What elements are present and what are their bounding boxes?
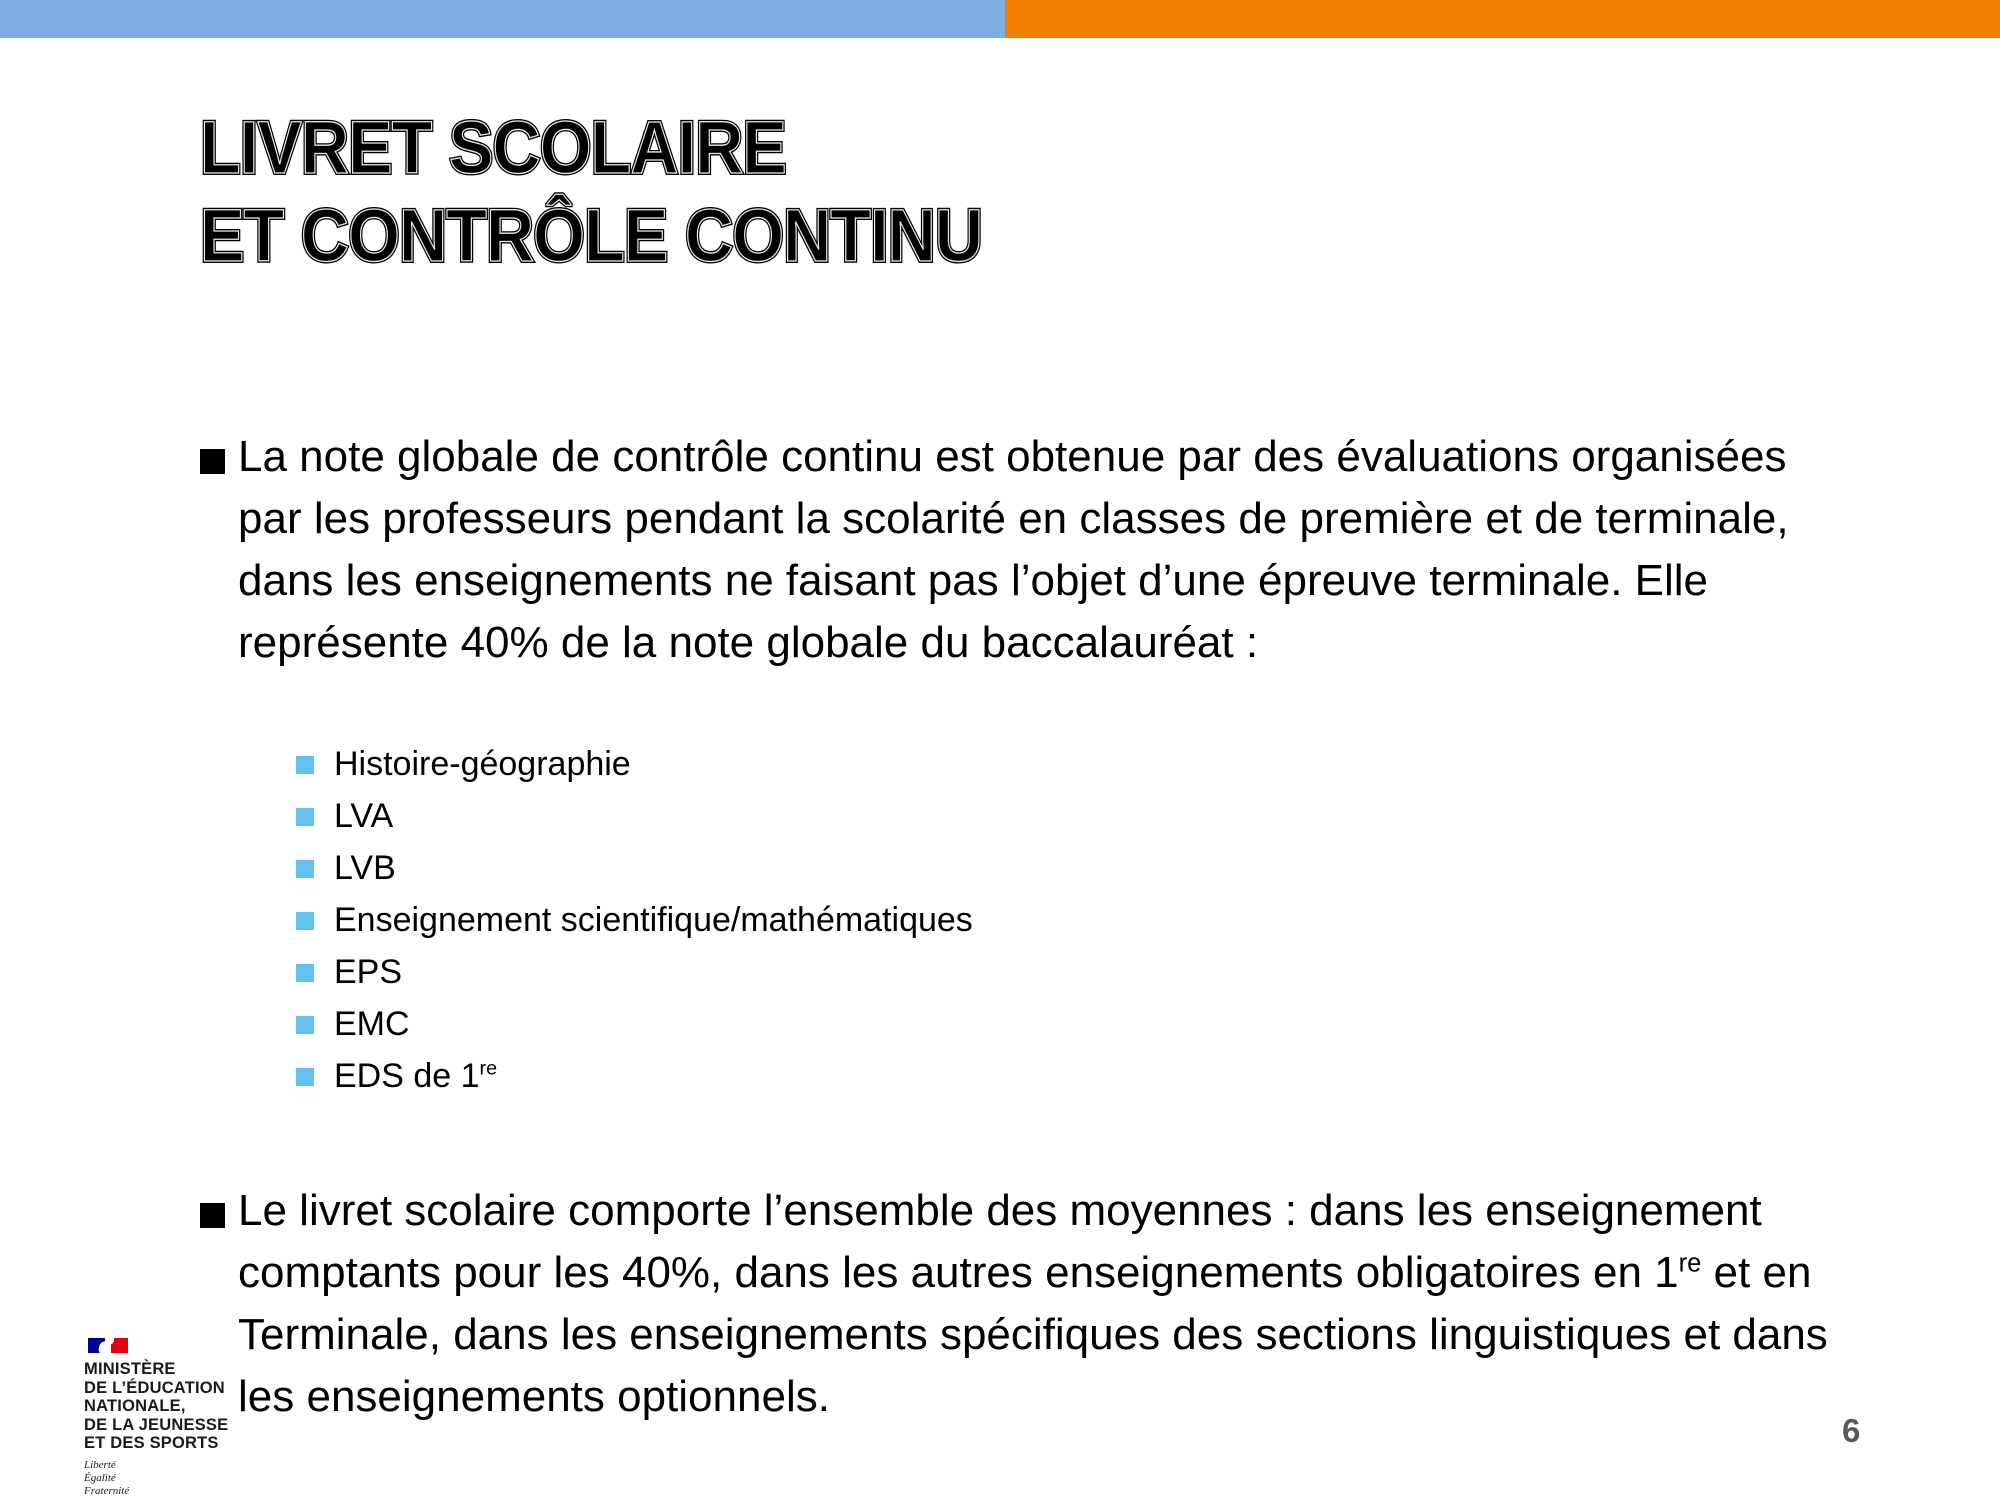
superscript-re: re xyxy=(479,1057,498,1080)
list-item-label: Enseignement scientifique/mathématiques xyxy=(334,901,973,939)
list-item-enseignement-scientifique xyxy=(296,894,973,946)
blue-square-bullet-icon xyxy=(296,860,314,878)
list-item-lvb xyxy=(296,842,973,894)
superscript-re: re xyxy=(1678,1249,1702,1278)
blue-square-bullet-icon xyxy=(296,1016,314,1034)
blue-square-bullet-icon xyxy=(296,964,314,982)
top-bar-orange-segment xyxy=(1005,0,2000,38)
french-flag-icon xyxy=(88,1338,130,1353)
republic-motto: Liberté Égalité Fraternité xyxy=(84,1458,130,1497)
black-square-bullet-icon xyxy=(200,449,225,474)
bullet-livret-scolaire xyxy=(200,1180,1880,1428)
top-bar-blue-segment xyxy=(0,0,1005,38)
bullet-note-globale xyxy=(200,426,1880,674)
black-square-bullet-icon xyxy=(200,1203,225,1228)
list-item-histoire-geographie xyxy=(296,738,973,790)
list-item-emc xyxy=(296,998,973,1050)
page-number: 6 xyxy=(1842,1412,1861,1449)
list-item-label: EDS de 1re xyxy=(334,1057,498,1095)
bullet-note-globale-text: La note globale de contrôle continu est obtenue par des évaluations organisées par les professeurs pendant la scolarité en classes de première et de terminale, dans les enseignements ne faisant pas l’objet d’une épreuve terminale. Elle représente 40% de la note globale du baccalauréat : xyxy=(238,432,1789,667)
list-item-label: LVA xyxy=(334,797,394,835)
ministry-logo xyxy=(84,1338,304,1498)
list-item-label: Histoire-géographie xyxy=(334,745,631,783)
list-item-lva xyxy=(296,790,973,842)
blue-square-bullet-icon xyxy=(296,756,314,774)
list-item-eps xyxy=(296,946,973,998)
blue-square-bullet-icon xyxy=(296,808,314,826)
blue-square-bullet-icon xyxy=(296,1068,314,1086)
ministry-name: MINISTÈRE DE L’ÉDUCATION NATIONALE, DE LA JEUNESSE ET DES SPORTS xyxy=(84,1360,229,1452)
slide-title-line2: ET CONTRÔLE CONTINU ET CONTRÔLE CONTINU xyxy=(200,192,982,280)
list-item-label: LVB xyxy=(334,849,396,887)
subjects-list xyxy=(296,738,973,1102)
list-item-label: EMC xyxy=(334,1005,410,1043)
slide-title xyxy=(200,104,982,280)
list-item-eds xyxy=(296,1050,973,1102)
bullet-livret-scolaire-text: Le livret scolaire comporte l’ensemble des moyennes : dans les enseignement comptants pour les 40%, dans les autres enseignements obligatoires en 1re et en Terminale, dans les enseignements spécifiques des sections linguistiques et dans les enseignements optionnels. xyxy=(238,1186,1828,1421)
top-accent-bar xyxy=(0,0,2000,38)
blue-square-bullet-icon xyxy=(296,912,314,930)
slide-title-line1: LIVRET SCOLAIRE LIVRET SCOLAIRE xyxy=(200,104,982,192)
list-item-label: EPS xyxy=(334,953,403,991)
